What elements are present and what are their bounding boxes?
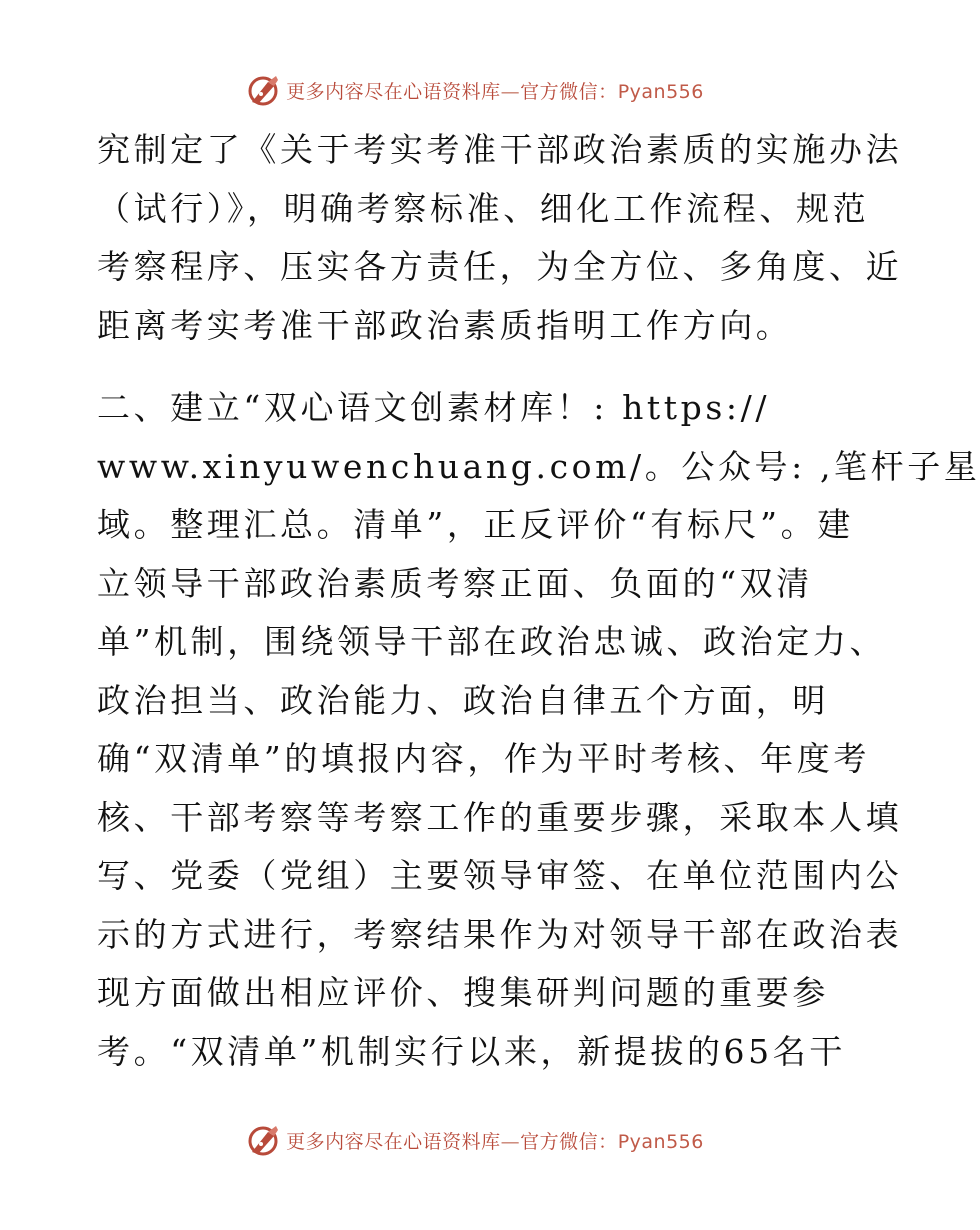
- text-line: 单”机制，围绕领导干部在政治忠诚、政治定力、: [97, 622, 887, 661]
- text-line: 写、党委（党组）主要领导审签、在单位范围内公: [97, 856, 903, 895]
- text-line: 核、干部考察等考察工作的重要步骤，采取本人填: [97, 797, 903, 837]
- section-heading-line: 二、建立“双心语文创素材库！: https://: [97, 388, 771, 427]
- header-watermark-account: Pyan556: [617, 80, 704, 103]
- text-line: 示的方式进行，考察结果作为对领导干部在政治表: [97, 914, 903, 954]
- text-line: 立领导干部政治素质考察正面、负面的“双清: [97, 563, 813, 603]
- document-body: [97, 121, 980, 1081]
- footer-watermark-text: [286, 1127, 704, 1154]
- footer-watermark-main: 更多内容尽在心语资料库: [286, 1130, 501, 1153]
- footer-watermark-account: Pyan556: [617, 1130, 704, 1153]
- text-line: 域。整理汇总。清单”，正反评价“有标尺”。建: [97, 505, 854, 544]
- text-line: 现方面做出相应评价、搜集研判问题的重要参: [97, 973, 829, 1012]
- text-line: 确“双清单”的填报内容，作为平时考核、年度考: [97, 739, 870, 778]
- header-watermark-banner: [0, 70, 950, 110]
- header-watermark-official: 官方微信：: [520, 80, 618, 103]
- paragraph-gap: [97, 355, 857, 379]
- paragraph-1: [97, 121, 903, 355]
- text-line: 考察程序、压实各方责任，为全方位、多角度、近: [97, 247, 903, 286]
- text-line: 政治担当、政治能力、政治自律五个方面，明: [97, 680, 829, 720]
- text-line: 距离考实考准干部政治素质指明工作方向。: [97, 305, 793, 345]
- pen-logo-icon: [246, 72, 282, 108]
- footer-watermark-official: 官方微信：: [520, 1130, 618, 1153]
- header-watermark-main: 更多内容尽在心语资料库: [286, 80, 501, 103]
- text-line: （试行）》，明确考察标准、细化工作流程、规范: [97, 188, 870, 228]
- header-watermark-separator: —: [500, 80, 521, 103]
- paragraph-2: [97, 379, 980, 1081]
- footer-watermark-banner: [0, 1120, 950, 1160]
- pen-logo-icon: [246, 1122, 282, 1158]
- text-line: www.xinyuwenchuang.com/。公众号: ,笔杆子星: [97, 446, 980, 486]
- text-line: 考。“双清单”机制实行以来，新提拔的65名干: [97, 1031, 846, 1071]
- footer-watermark-separator: —: [500, 1130, 521, 1153]
- text-line: 究制定了《关于考实考准干部政治素质的实施办法: [97, 130, 903, 169]
- header-watermark-text: [286, 77, 704, 104]
